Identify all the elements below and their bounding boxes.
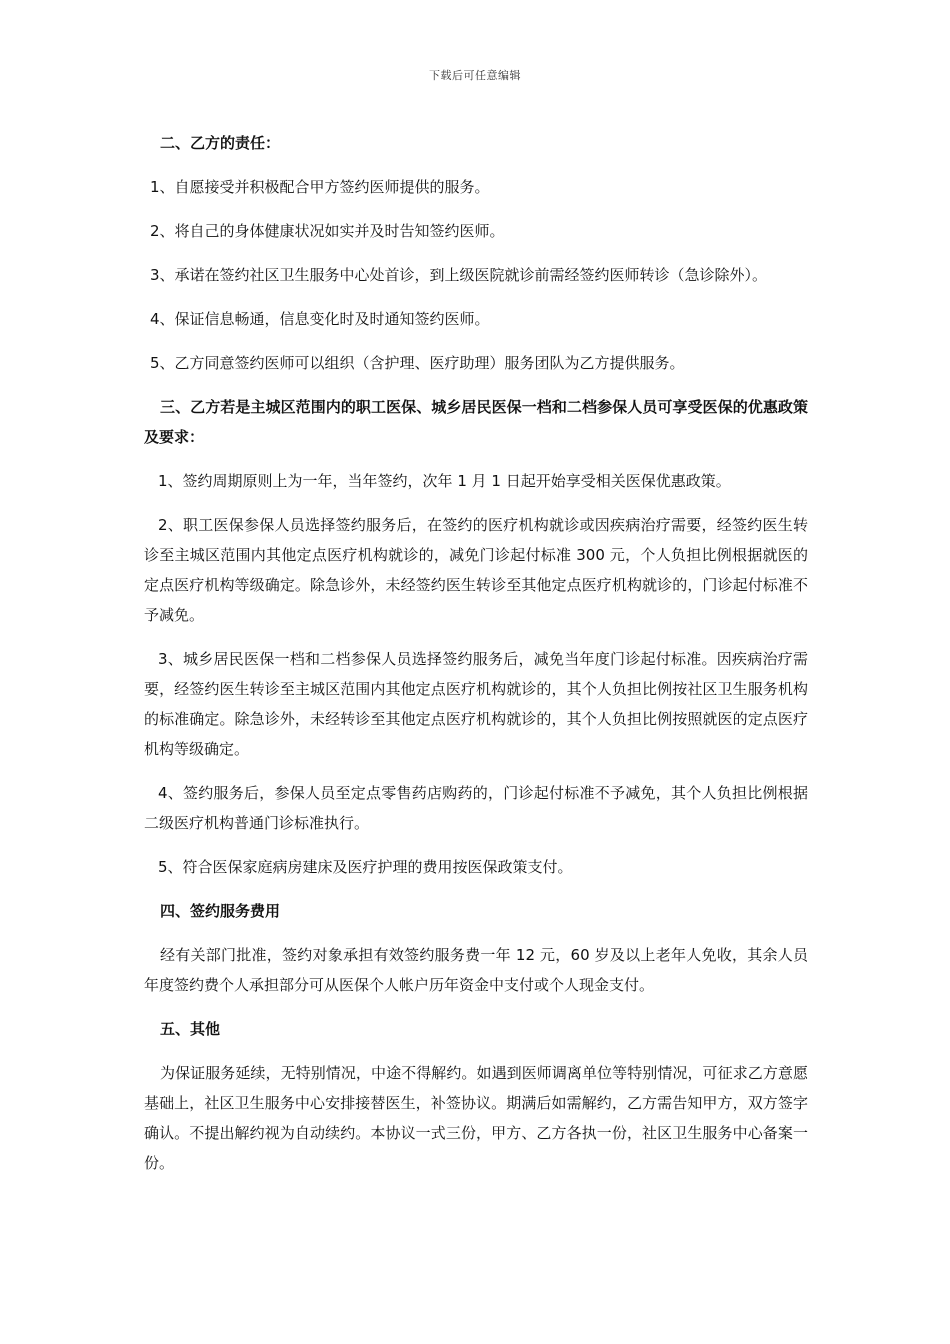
document-body xyxy=(144,128,808,1192)
section-3-heading: 三、乙方若是主城区范围内的职工医保、城乡居民医保一档和二档参保人员可享受医保的优惠政策及要求： xyxy=(144,398,808,446)
section-4-heading: 四、签约服务费用 xyxy=(160,902,281,920)
header-note: 下载后可任意编辑 xyxy=(429,69,521,82)
section-3-item-3: 3、城乡居民医保一档和二档参保人员选择签约服务后，减免当年度门诊起付标准。因疾病治疗需要，经签约医生转诊至主城区范围内其他定点医疗机构就诊的，其个人负担比例按社区卫生服务机构的标准确定。除急诊外，未经转诊至其他定点医疗机构就诊的，其个人负担比例按照就医的定点医疗机构等级确定。 xyxy=(144,650,808,758)
section-3-item-1: 1、签约周期原则上为一年，当年签约，次年 1 月 1 日起开始享受相关医保优惠政策。 xyxy=(158,472,731,490)
section-3-item-4: 4、签约服务后，参保人员至定点零售药店购药的，门诊起付标准不予减免，其个人负担比例根据二级医疗机构普通门诊标准执行。 xyxy=(144,784,808,832)
section-2-item-2: 2、将自己的身体健康状况如实并及时告知签约医师。 xyxy=(150,222,505,240)
section-5-body: 为保证服务延续，无特别情况，中途不得解约。如遇到医师调离单位等特别情况，可征求乙方意愿基础上，社区卫生服务中心安排接替医生，补签协议。期满后如需解约，乙方需告知甲方，双方签字确认。不提出解约视为自动续约。本协议一式三份，甲方、乙方各执一份，社区卫生服务中心备案一份。 xyxy=(144,1064,808,1172)
section-2-item-1: 1、自愿接受并积极配合甲方签约医师提供的服务。 xyxy=(150,178,490,196)
section-3-item-5: 5、符合医保家庭病房建床及医疗护理的费用按医保政策支付。 xyxy=(158,858,573,876)
section-4-body: 经有关部门批准，签约对象承担有效签约服务费一年 12 元，60 岁及以上老年人免收，其余人员年度签约费个人承担部分可从医保个人帐户历年资金中支付或个人现金支付。 xyxy=(144,946,808,994)
section-3-item-2: 2、职工医保参保人员选择签约服务后，在签约的医疗机构就诊或因疾病治疗需要，经签约医生转诊至主城区范围内其他定点医疗机构就诊的，减免门诊起付标准 300 元，个人负担比例根据就医的定点医疗机构等级确定。除急诊外，未经签约医生转诊至其他定点医疗机构就诊的，门诊起付标准不予减免。 xyxy=(144,516,808,624)
section-2-heading: 二、乙方的责任： xyxy=(160,134,281,152)
section-2-item-3: 3、承诺在签约社区卫生服务中心处首诊，到上级医院就诊前需经签约医师转诊（急诊除外）。 xyxy=(150,266,768,284)
section-2-item-5: 5、乙方同意签约医师可以组织（含护理、医疗助理）服务团队为乙方提供服务。 xyxy=(150,354,685,372)
section-5-heading: 五、其他 xyxy=(160,1020,221,1038)
section-2-item-4: 4、保证信息畅通，信息变化时及时通知签约医师。 xyxy=(150,310,490,328)
